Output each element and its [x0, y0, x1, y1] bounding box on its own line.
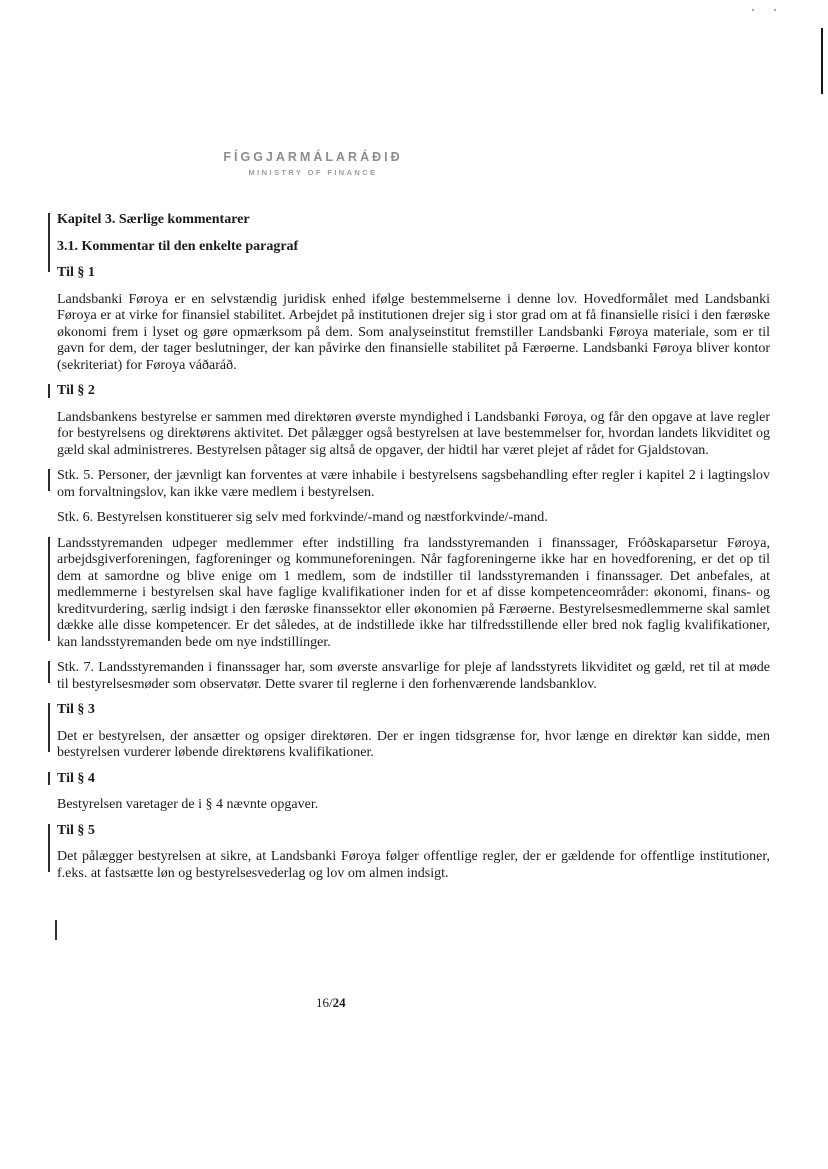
ministry-name: FÍGGJARMÁLARÁÐIÐ — [223, 150, 403, 164]
chapter-heading-group — [57, 212, 770, 282]
scan-dot — [774, 9, 776, 11]
paragraph-udpeger: Landsstyremanden udpeger medlemmer efter indstilling fra landsstyremanden i finanssager, Fróðskaparsetur Føroya, arbejdsgiverforeningen, fagforeninger og kommuneforeningen. Når fagforeningerne ikke har en hovedforening, er det op til dem at samordne og blive enige om 1 medlem, som de indstiller til landsstyremanden i finanssager. Det anbefales, at medlemmerne i bestyrelsen skal have faglige kvalifikationer inden for et af disse kompetenceområder: økonomi, finans- og kreditvurdering, særlig indsigt i den færøske finanssektor eller økonomien på Færøerne. Bestyrelsesmedlemmerne skal samlet dække alle disse kompetencer. Er det således, at de indstillede ikke har tilfredsstillende eller bred nok faglig kvalifikationer, kan landsstyremanden bede om nye indstillinger. — [57, 535, 770, 650]
page-number-current: 16/ — [316, 995, 333, 1010]
heading-til-1: Til § 1 — [57, 265, 95, 280]
heading-til-4: Til § 4 — [57, 771, 770, 788]
heading-til-5: Til § 5 — [57, 822, 95, 838]
letterhead — [57, 150, 569, 177]
document-body — [57, 212, 770, 891]
ministry-subtitle: MINISTRY OF FINANCE — [248, 168, 378, 177]
paragraph-til-4: Bestyrelsen varetager de i § 4 nævnte opgaver. — [57, 797, 319, 812]
section-til-5 — [57, 823, 770, 883]
paragraph-stk-5: Stk. 5. Personer, der jævnligt kan forventes at være inhabile i bestyrelsens sagsbehandling efter regler i kapitel 2 i lagtingslov om forvaltningslov, kan ikke være medlem i bestyrelsen. — [57, 468, 770, 500]
chapter-heading: Kapitel 3. Særlige kommentarer — [57, 212, 250, 227]
scan-dot — [752, 9, 754, 11]
page-number — [316, 995, 346, 1011]
heading-til-2: Til § 2 — [57, 383, 770, 400]
heading-til-3: Til § 3 — [57, 702, 95, 717]
section-til-3 — [57, 702, 770, 762]
paragraph-til-3: Det er bestyrelsen, der ansætter og opsiger direktøren. Der er ingen tidsgrænse for, hvor længe en direktør kan sidde, men bestyrelsen vurderer løbende direktørens kvalifikationer. — [57, 728, 770, 760]
section-heading: 3.1. Kommentar til den enkelte paragraf — [57, 238, 299, 254]
paragraph-til-5: Det pålægger bestyrelsen at sikre, at Landsbanki Føroya følger offentlige regler, der er gældende for offentlige institutioner, f.eks. at fastsætte løn og bestyrelsesvederlag og lov om almen indsigt. — [57, 849, 770, 881]
scan-artifact-line — [821, 28, 823, 94]
paragraph-til-1: Landsbanki Føroya er en selvstændig juridisk enhed ifølge bestemmelserne i denne lov. Hovedformålet med Landsbanki Føroya er at virke for finansiel stabilitet. Arbejdet på institutionen drejer sig i stor grad om at få finansielle risici i den færøske økonomi frem i lyset og gøre opmærksom på dem. Som analyseinstitut fremstiller Landsbanki Føroya materiale, som er til gavn for dem, der tager beslutninger, der kan påvirke den finansielle stabilitet på Færøerne. Landsbanki Føroya bliver kontor (sekriteriat) for Føroya váðaráð. — [57, 291, 770, 373]
page-number-total: 24 — [332, 995, 346, 1010]
paragraph-stk-7: Stk. 7. Landsstyremanden i finanssager har, som øverste ansvarlige for pleje af landsstyrets likviditet og gæld, ret til at møde til bestyrelsesmøder som observatør. Dette svarer til reglerne i den forhenværende landsbanklov. — [57, 660, 770, 692]
paragraph-stk-6: Stk. 6. Bestyrelsen konstituerer sig selv med forkvinde/-mand og næstforkvinde/-mand. — [57, 510, 548, 525]
paragraph-til-2: Landsbankens bestyrelse er sammen med direktøren øverste myndighed i Landsbanki Føroya, og får den opgave at lave regler for bestyrelsens og direktørens aktivitet. Det pålægger også bestyrelsen at lave bestemmelser for, hvordan landets likviditet og gæld skal administreres. Bestyrelsen påtager sig altså de opgaver, der hidtil har været plejet af rådet for Gjaldstovan. — [57, 409, 770, 458]
change-bar-stub — [55, 920, 57, 940]
